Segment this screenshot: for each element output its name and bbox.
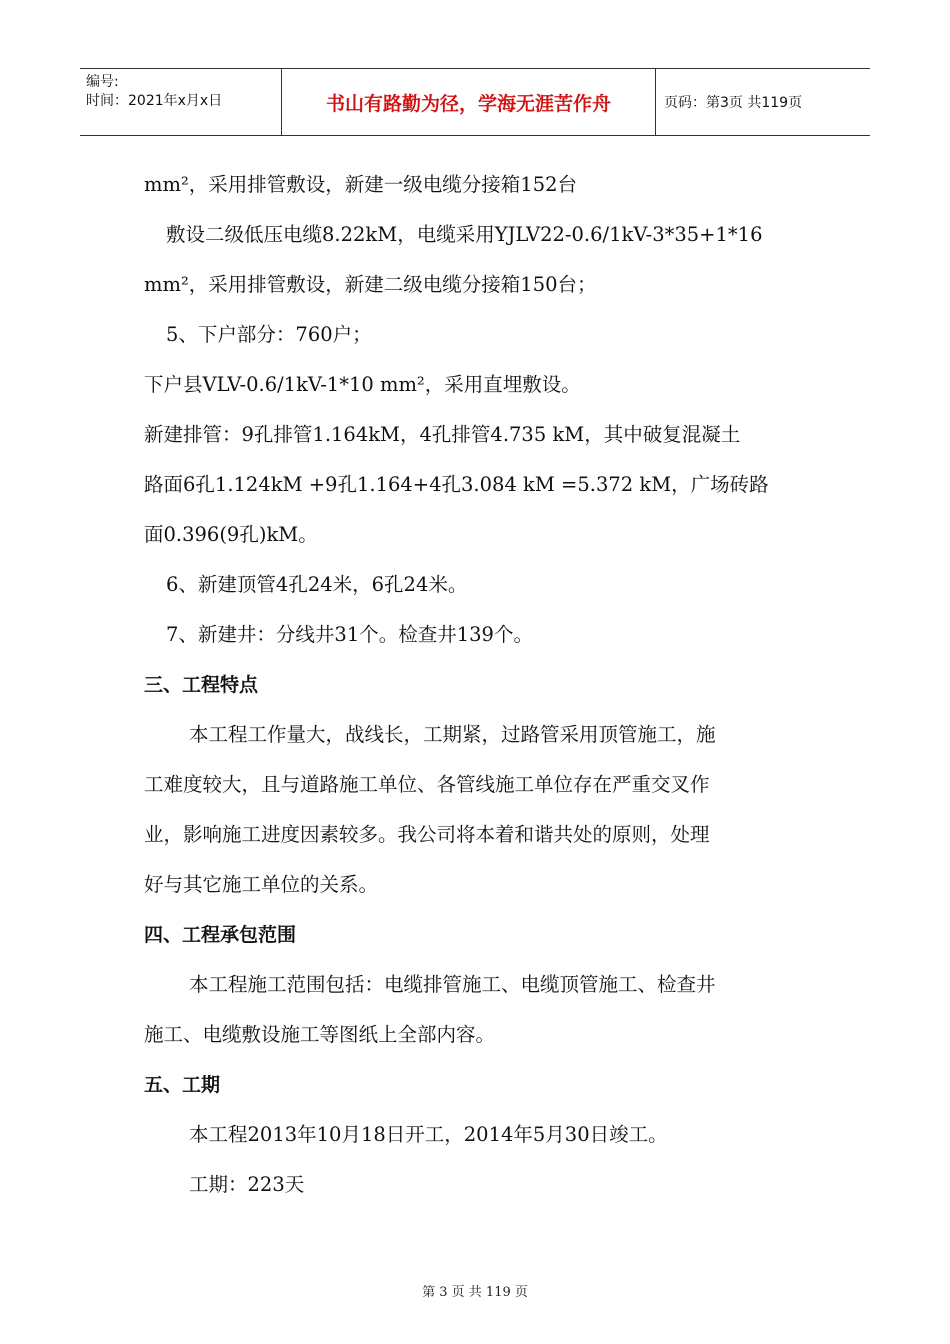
list-item: 7、新建井：分线井31个。检查井139个。: [166, 623, 533, 646]
section-heading: 四、工程承包范围: [144, 924, 297, 946]
section-heading: 三、工程特点: [144, 674, 259, 696]
paragraph-line: 本工程工作量大，战线长，工期紧，过路管采用顶管施工，施: [189, 723, 716, 746]
paragraph-line: mm²，采用排管敷设，新建二级电缆分接箱150台；: [144, 273, 597, 296]
paragraph-line: 好与其它施工单位的关系。: [144, 873, 379, 896]
paragraph-line: mm²，采用排管敷设，新建一级电缆分接箱152台: [144, 173, 578, 196]
paragraph-line: 路面6孔1.124kM +9孔1.164+4孔3.084 kM =5.372 kM，广场砖路: [144, 473, 769, 496]
list-item: 5、下户部分：760户；: [166, 323, 372, 346]
paragraph-line: 本工程施工范围包括：电缆排管施工、电缆顶管施工、检查井: [189, 973, 716, 996]
header-meta: [80, 69, 282, 135]
paragraph-line: 下户县VLV-0.6/1kV-1*10 mm²，采用直埋敷设。: [144, 373, 581, 396]
paragraph-line: 本工程2013年10月18日开工，2014年5月30日竣工。: [189, 1123, 668, 1146]
paragraph-line: 工难度较大，且与道路施工单位、各管线施工单位存在严重交叉作: [144, 773, 710, 796]
paragraph-line: 工期：223天: [189, 1173, 305, 1196]
header-slogan: 书山有路勤为径，学海无涯苦作舟: [282, 69, 656, 135]
paragraph-line: 业，影响施工进度因素较多。我公司将本着和谐共处的原则，处理: [144, 823, 710, 846]
list-item: 6、新建顶管4孔24米，6孔24米。: [166, 573, 468, 596]
paragraph-line: 敷设二级低压电缆8.22kM，电缆采用YJLV22-0.6/1kV-3*35+1*16: [166, 223, 763, 246]
paragraph-line: 新建排管：9孔排管1.164kM，4孔排管4.735 kM，其中破复混凝土: [144, 423, 741, 446]
document-body: [144, 160, 814, 1210]
page-footer: 第 3 页 共 119 页: [422, 1285, 528, 1300]
section-heading: 五、工期: [144, 1074, 221, 1096]
paragraph-line: 施工、电缆敷设施工等图纸上全部内容。: [144, 1023, 496, 1046]
page-header: [80, 68, 870, 136]
document-time-label: 时间：2021年x月x日: [86, 93, 223, 109]
document-number-label: 编号:: [86, 74, 119, 90]
paragraph-line: 面0.396(9孔)kM。: [144, 523, 318, 546]
header-page-info: 页码：第3页 共119页: [664, 95, 803, 111]
